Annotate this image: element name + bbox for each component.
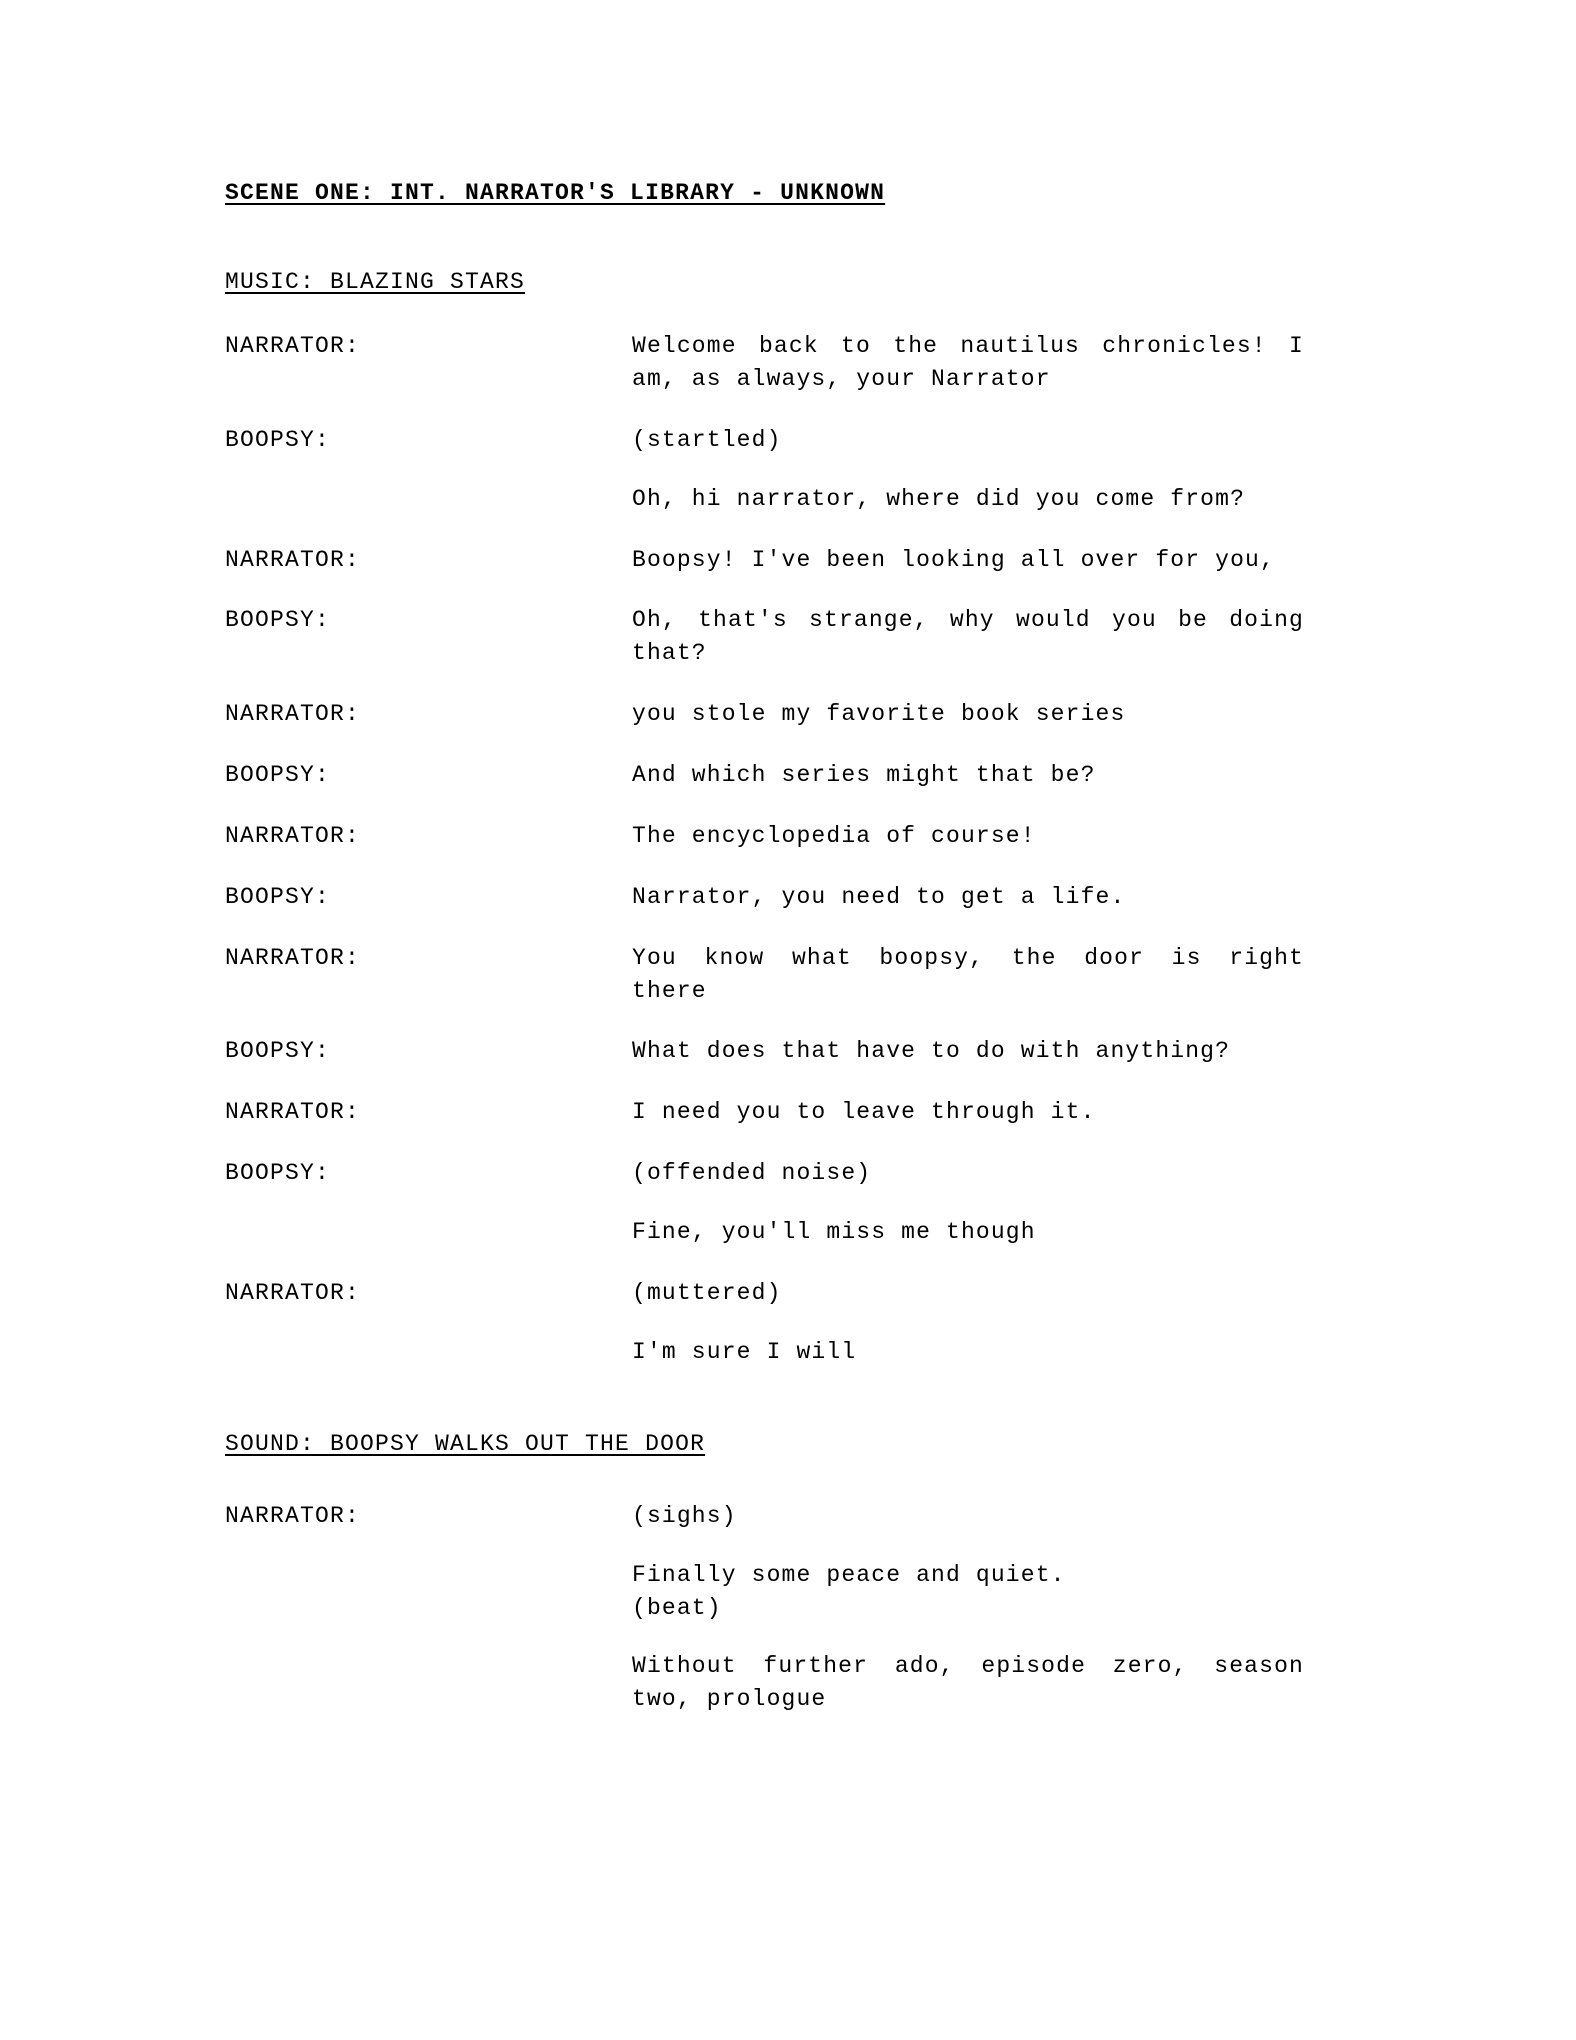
dialogue-lines [632,1500,1319,1716]
dialogue-line: I need you to leave through it. [632,1099,1096,1126]
dialogue-line: I'm sure I will [632,1338,857,1365]
character-name: BOOPSY: [225,762,331,789]
dialogue-lines [632,942,1319,1008]
dialogue-lines [632,424,1304,516]
dialogue-lines [632,1096,1304,1129]
character-name: NARRATOR: [225,546,361,573]
character-name: NARRATOR: [225,944,361,971]
character-name: BOOPSY: [225,883,331,910]
dialogue-line: you stole my favorite book series [632,701,1126,728]
dialogue-list-after-sound [225,1500,1385,1716]
dialogue-row [225,881,1385,914]
dialogue-line: You know what boopsy, the door is right there [632,944,1319,1004]
dialogue-lines [632,604,1319,670]
scene-heading: SCENE ONE: INT. NARRATOR'S LIBRARY - UNKNOWN [225,180,886,206]
dialogue-row [225,1500,1385,1716]
character-name: BOOPSY: [225,1160,331,1187]
dialogue-row [225,424,1385,516]
dialogue-row [225,330,1385,396]
dialogue-line: Oh, hi narrator, where did you come from? [632,485,1246,512]
character-name: BOOPSY: [225,607,331,634]
dialogue-row [225,1277,1385,1369]
dialogue-lines [632,544,1304,577]
dialogue-lines [632,820,1304,853]
character-name: NARRATOR: [225,1502,361,1529]
dialogue-parenthetical: (startled) [632,426,782,453]
dialogue-row [225,604,1385,670]
character-name: BOOPSY: [225,1038,331,1065]
dialogue-line: Fine, you'll miss me though [632,1219,1036,1246]
dialogue-row [225,820,1385,853]
dialogue-list [225,330,1385,1369]
character-name: NARRATOR: [225,1279,361,1306]
dialogue-parenthetical: (muttered) [632,1279,782,1306]
character-name: BOOPSY: [225,426,331,453]
dialogue-lines [632,1157,1304,1249]
sound-cue: SOUND: BOOPSY WALKS OUT THE DOOR [225,1430,706,1457]
dialogue-parenthetical: (beat) [632,1594,722,1621]
dialogue-lines [632,1035,1304,1068]
dialogue-lines [632,330,1319,396]
character-name: NARRATOR: [225,822,361,849]
dialogue-parenthetical: (offended noise) [632,1160,872,1187]
dialogue-line: What does that have to do with anything? [632,1038,1231,1065]
dialogue-row [225,759,1385,792]
dialogue-line: Without further ado, episode zero, season two, prologue [632,1653,1319,1713]
dialogue-line: Oh, that's strange, why would you be doing that? [632,607,1319,667]
dialogue-line: Welcome back to the nautilus chronicles! I am, as always, your Narrator [632,333,1319,392]
dialogue-row [225,942,1385,1008]
dialogue-line: Narrator, you need to get a life. [632,883,1126,910]
dialogue-lines [632,759,1304,792]
character-name: NARRATOR: [225,1099,361,1126]
dialogue-line: And which series might that be? [632,762,1096,789]
music-cue: MUSIC: BLAZING STARS [225,269,526,296]
dialogue-row [225,1157,1385,1249]
character-name: NARRATOR: [225,333,361,360]
dialogue-row [225,544,1385,577]
character-name: NARRATOR: [225,701,361,728]
sound-cue-block [225,1429,1385,1460]
dialogue-line: The encyclopedia of course! [632,822,1036,849]
dialogue-line: Boopsy! I've been looking all over for you, [632,546,1275,573]
script-body [225,178,1385,1716]
music-cue-block [225,267,1385,298]
dialogue-parenthetical: (sighs) [632,1502,737,1529]
dialogue-row [225,698,1385,731]
dialogue-lines [632,1277,1304,1369]
dialogue-row [225,1096,1385,1129]
dialogue-line: Finally some peace and quiet. [632,1561,1066,1588]
dialogue-row [225,1035,1385,1068]
dialogue-lines [632,881,1304,914]
dialogue-lines [632,698,1304,731]
